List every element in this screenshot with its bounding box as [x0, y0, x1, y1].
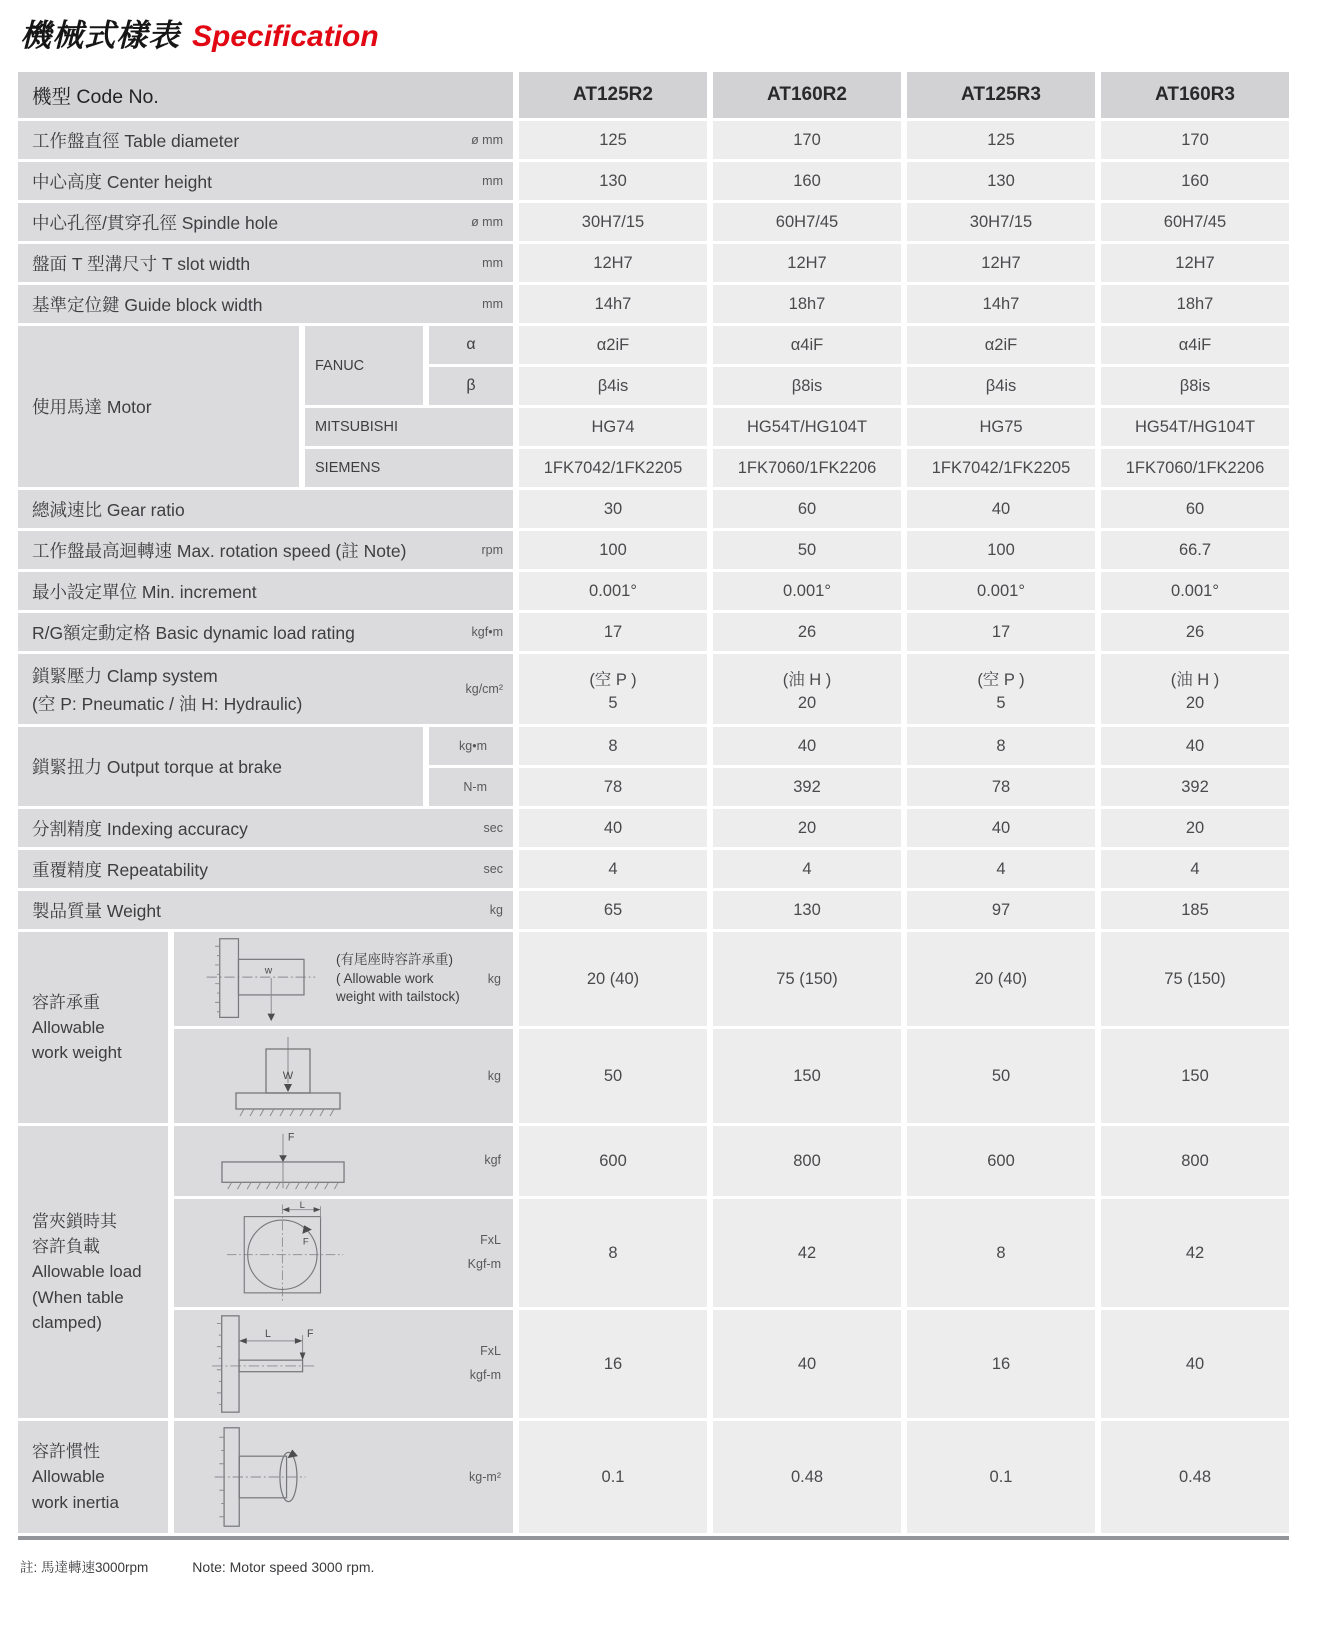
clamp-label-line1: 鎖緊壓力 Clamp system [32, 665, 218, 686]
row-label: R/G額定動定格 Basic dynamic load rating [32, 622, 355, 643]
table-weight-diagram-icon [218, 1033, 358, 1119]
value-cell: 0.48 [713, 1421, 901, 1533]
value-cell: 170 [713, 121, 901, 159]
spec-table [12, 69, 1295, 1536]
value-cell: HG75 [907, 408, 1095, 446]
row-label: 基準定位鍵 Guide block width [32, 294, 263, 315]
work-weight-label-cell [18, 932, 168, 1123]
work-weight-label-line: work weight [32, 1043, 122, 1063]
load-diagram-cell [174, 1126, 513, 1196]
row-work-weight-table [18, 1029, 1289, 1123]
value-cell: α2iF [907, 326, 1095, 364]
row-label: 工作盤直徑 Table diameter [32, 130, 240, 151]
inertia-label-line: work inertia [32, 1492, 119, 1512]
value-cell: 12H7 [907, 244, 1095, 282]
value-cell: β4is [907, 367, 1095, 405]
value-cell: 125 [519, 121, 707, 159]
value-cell: 0.1 [907, 1421, 1095, 1533]
row-output-torque-kgm [18, 727, 1289, 765]
value-cell: 60H7/45 [713, 203, 901, 241]
footnote-zh: 註: 馬達轉速3000rpm [20, 1560, 149, 1575]
value-cell: 60 [1101, 490, 1289, 528]
row-max-rotation-speed [18, 531, 1289, 569]
row-unit: ø mm [471, 133, 503, 147]
value-cell: 600 [907, 1126, 1095, 1196]
value-cell: 42 [1101, 1199, 1289, 1307]
inertia-diagram-cell [174, 1421, 513, 1533]
value-cell: 30H7/15 [907, 203, 1095, 241]
value-cell: 75 (150) [1101, 932, 1289, 1026]
clamp-type: (油 H ) [1170, 670, 1220, 689]
value-cell: 40 [519, 809, 707, 847]
load-label-line: (When table [32, 1287, 124, 1307]
value-cell: 100 [907, 531, 1095, 569]
row-label: 最小設定單位 Min. increment [32, 581, 257, 602]
row-unit: mm [482, 256, 503, 270]
value-cell: 170 [1101, 121, 1289, 159]
load-label-line: 容許負載 [32, 1237, 100, 1257]
row-unit: mm [482, 297, 503, 311]
load-unit-line: FxL [480, 1344, 501, 1359]
svg-text:L: L [299, 1201, 305, 1211]
value-cell: 40 [713, 727, 901, 765]
row-indexing-accuracy [18, 809, 1289, 847]
row-label: 盤面 T 型溝尺寸 T slot width [32, 253, 251, 274]
tailstock-weight-diagram-icon [200, 935, 320, 1023]
value-cell: HG54T/HG104T [1101, 408, 1289, 446]
value-cell: 20 [713, 809, 901, 847]
value-cell: 18h7 [713, 285, 901, 323]
value-cell: 26 [1101, 613, 1289, 651]
row-unit: sec [483, 821, 503, 835]
svg-text:F: F [307, 1328, 314, 1341]
value-cell: 130 [907, 162, 1095, 200]
brand-mitsubishi: MITSUBISHI [305, 408, 513, 446]
value-cell: 0.1 [519, 1421, 707, 1533]
value-cell: 160 [713, 162, 901, 200]
footnote-en: Note: Motor speed 3000 rpm. [192, 1559, 375, 1575]
row-unit: kg/cm² [465, 682, 503, 696]
value-cell: 800 [713, 1126, 901, 1196]
value-cell: β8is [1101, 367, 1289, 405]
load-diagram-cell [174, 1310, 513, 1418]
clamp-value: 20 [1185, 693, 1205, 712]
model-header: AT160R3 [1101, 72, 1289, 118]
row-center-height [18, 162, 1289, 200]
row-work-weight-tailstock [18, 932, 1289, 1026]
torque-unit: kg•m [429, 727, 513, 765]
value-cell: 40 [907, 490, 1095, 528]
row-label: 重覆精度 Repeatability [32, 859, 209, 880]
model-header: AT160R2 [713, 72, 901, 118]
clamp-value: 5 [608, 693, 618, 712]
value-cell: 17 [907, 613, 1095, 651]
row-label: 分割精度 Indexing accuracy [32, 818, 248, 839]
value-cell: 0.001° [907, 572, 1095, 610]
row-label: 中心高度 Center height [32, 171, 212, 192]
load-unit-line: kgf-m [469, 1368, 501, 1382]
row-spindle-hole [18, 203, 1289, 241]
value-cell: HG74 [519, 408, 707, 446]
beta-symbol: β [429, 367, 513, 405]
row-t-slot-width [18, 244, 1289, 282]
value-cell: 0.001° [713, 572, 901, 610]
value-cell: 40 [907, 809, 1095, 847]
value-cell: 8 [907, 727, 1095, 765]
value-cell: 17 [519, 613, 707, 651]
value-cell: 97 [907, 891, 1095, 929]
row-unit: kg [489, 903, 503, 917]
value-cell: 1FK7060/1FK2206 [713, 449, 901, 487]
value-cell: 8 [519, 727, 707, 765]
row-clamp-system [18, 654, 1289, 724]
load-unit-line: FxL [480, 1233, 501, 1248]
load-unit-line: kgf [484, 1153, 501, 1168]
torque-unit: N-m [429, 768, 513, 806]
row-guide-block-width [18, 285, 1289, 323]
svg-text:F: F [302, 1236, 309, 1248]
model-header: AT125R3 [907, 72, 1095, 118]
clamp-label-line2: (空 P: Pneumatic / 油 H: Hydraulic) [32, 693, 303, 714]
overhang-torque-diagram-icon [206, 1312, 326, 1416]
row-weight [18, 891, 1289, 929]
value-cell [519, 654, 707, 724]
load-diagram-cell [174, 1199, 513, 1307]
page-title-en: Specification [192, 20, 379, 53]
work-weight-label-line: Allowable [32, 1017, 105, 1037]
value-cell: 60 [713, 490, 901, 528]
svg-text:L: L [264, 1328, 271, 1341]
value-cell: 185 [1101, 891, 1289, 929]
clamp-value: 5 [996, 693, 1006, 712]
motor-label: 使用馬達 Motor [32, 397, 152, 417]
row-load-tangential [18, 1199, 1289, 1307]
value-cell: 800 [1101, 1126, 1289, 1196]
svg-text:w: w [264, 965, 273, 977]
value-cell: α4iF [713, 326, 901, 364]
value-cell: 14h7 [907, 285, 1095, 323]
clamp-type: (空 P ) [589, 670, 637, 689]
value-cell: 40 [1101, 1310, 1289, 1418]
value-cell: 1FK7042/1FK2205 [907, 449, 1095, 487]
value-cell: 150 [1101, 1029, 1289, 1123]
tailstock-caption-line: (有尾座時容許承重) [336, 951, 453, 967]
value-cell: 8 [519, 1199, 707, 1307]
value-cell: 392 [1101, 768, 1289, 806]
row-gear-ratio [18, 490, 1289, 528]
brand-siemens: SIEMENS [305, 449, 513, 487]
value-cell: β4is [519, 367, 707, 405]
inertia-label-line: Allowable [32, 1467, 105, 1487]
value-cell: 65 [519, 891, 707, 929]
footnote [20, 1556, 1340, 1576]
value-cell: 14h7 [519, 285, 707, 323]
value-cell: 60H7/45 [1101, 203, 1289, 241]
clamp-value: 20 [797, 693, 817, 712]
value-cell: 66.7 [1101, 531, 1289, 569]
row-load-overhang [18, 1310, 1289, 1418]
value-cell: 4 [907, 850, 1095, 888]
value-cell: 50 [519, 1029, 707, 1123]
value-cell: 12H7 [519, 244, 707, 282]
value-cell: 130 [519, 162, 707, 200]
value-cell: 16 [519, 1310, 707, 1418]
tailstock-caption-line: weight with tailstock) [336, 989, 460, 1005]
row-unit: sec [483, 862, 503, 876]
row-unit: kgf•m [471, 625, 503, 639]
work-weight-label-line: 容許承重 [32, 992, 100, 1012]
tailstock-caption-line: ( Allowable work [336, 970, 434, 986]
value-cell: 30H7/15 [519, 203, 707, 241]
header-code-label: 機型 Code No. [18, 72, 513, 118]
value-cell: 0.001° [1101, 572, 1289, 610]
svg-text:W: W [282, 1070, 294, 1082]
row-unit: ø mm [471, 215, 503, 229]
value-cell: 1FK7060/1FK2206 [1101, 449, 1289, 487]
load-label-cell [18, 1126, 168, 1418]
value-cell: 30 [519, 490, 707, 528]
value-cell: β8is [713, 367, 901, 405]
value-cell: 40 [1101, 727, 1289, 765]
row-table-diameter [18, 121, 1289, 159]
value-cell: 8 [907, 1199, 1095, 1307]
load-unit-line: Kgf-m [467, 1257, 501, 1271]
radial-torque-diagram-icon [210, 1201, 360, 1305]
row-unit: mm [482, 174, 503, 188]
row-unit: rpm [481, 543, 503, 557]
clamp-type: (油 H ) [782, 670, 832, 689]
row-unit: kg [487, 1069, 501, 1083]
value-cell: 4 [713, 850, 901, 888]
value-cell [1101, 654, 1289, 724]
value-cell: α2iF [519, 326, 707, 364]
torque-label-cell [18, 727, 423, 806]
clamp-type: (空 P ) [977, 670, 1025, 689]
inertia-label-line: 容許慣性 [32, 1442, 100, 1462]
model-header: AT125R2 [519, 72, 707, 118]
alpha-symbol: α [429, 326, 513, 364]
value-cell: 20 (40) [907, 932, 1095, 1026]
value-cell: 12H7 [1101, 244, 1289, 282]
value-cell: 100 [519, 531, 707, 569]
value-cell [713, 654, 901, 724]
value-cell: 1FK7042/1FK2205 [519, 449, 707, 487]
svg-text:F: F [287, 1131, 295, 1144]
row-label: 製品質量 Weight [32, 900, 162, 921]
value-cell: 18h7 [1101, 285, 1289, 323]
value-cell: 0.48 [1101, 1421, 1289, 1533]
value-cell: 150 [713, 1029, 901, 1123]
value-cell: 42 [713, 1199, 901, 1307]
header-row [18, 72, 1289, 118]
value-cell: 16 [907, 1310, 1095, 1418]
value-cell: 78 [519, 768, 707, 806]
row-unit: kg [487, 972, 501, 986]
row-label: 工作盤最高迴轉速 Max. rotation speed (註 Note) [32, 540, 407, 561]
value-cell: 50 [713, 531, 901, 569]
row-motor-fanuc-alpha [18, 326, 1289, 364]
value-cell: 160 [1101, 162, 1289, 200]
row-work-inertia [18, 1421, 1289, 1533]
value-cell: 0.001° [519, 572, 707, 610]
value-cell: 4 [1101, 850, 1289, 888]
row-dynamic-load-rating [18, 613, 1289, 651]
row-repeatability [18, 850, 1289, 888]
value-cell: α4iF [1101, 326, 1289, 364]
load-label-line: Allowable load [32, 1262, 142, 1282]
value-cell: 78 [907, 768, 1095, 806]
work-inertia-diagram-icon [206, 1424, 316, 1530]
value-cell: 392 [713, 768, 901, 806]
axial-force-diagram-icon [208, 1130, 358, 1192]
work-weight-diagram-cell [174, 1029, 513, 1123]
row-label: 中心孔徑/貫穿孔徑 Spindle hole [32, 212, 279, 233]
page-title [20, 10, 1340, 55]
value-cell: 4 [519, 850, 707, 888]
page-title-zh: 機械式樣表 [20, 18, 180, 53]
row-unit: kg-m² [469, 1470, 501, 1484]
spec-table-wrap [12, 69, 1340, 1540]
value-cell: 20 [1101, 809, 1289, 847]
row-load-axial [18, 1126, 1289, 1196]
motor-section-label-cell [18, 326, 299, 487]
brand-fanuc: FANUC [305, 326, 423, 405]
table-bottom-border [18, 1536, 1289, 1540]
value-cell: HG54T/HG104T [713, 408, 901, 446]
row-min-increment [18, 572, 1289, 610]
load-label-line: 當夾鎖時其 [32, 1211, 117, 1231]
inertia-label-cell [18, 1421, 168, 1533]
value-cell: 26 [713, 613, 901, 651]
value-cell: 600 [519, 1126, 707, 1196]
load-label-line: clamped) [32, 1312, 102, 1332]
work-weight-diagram-cell [174, 932, 513, 1026]
value-cell [907, 654, 1095, 724]
value-cell: 12H7 [713, 244, 901, 282]
value-cell: 50 [907, 1029, 1095, 1123]
value-cell: 130 [713, 891, 901, 929]
row-label: 總減速比 Gear ratio [32, 499, 185, 520]
value-cell: 75 (150) [713, 932, 901, 1026]
torque-label: 鎖緊扭力 Output torque at brake [32, 757, 282, 777]
value-cell: 20 (40) [519, 932, 707, 1026]
value-cell: 125 [907, 121, 1095, 159]
value-cell: 40 [713, 1310, 901, 1418]
